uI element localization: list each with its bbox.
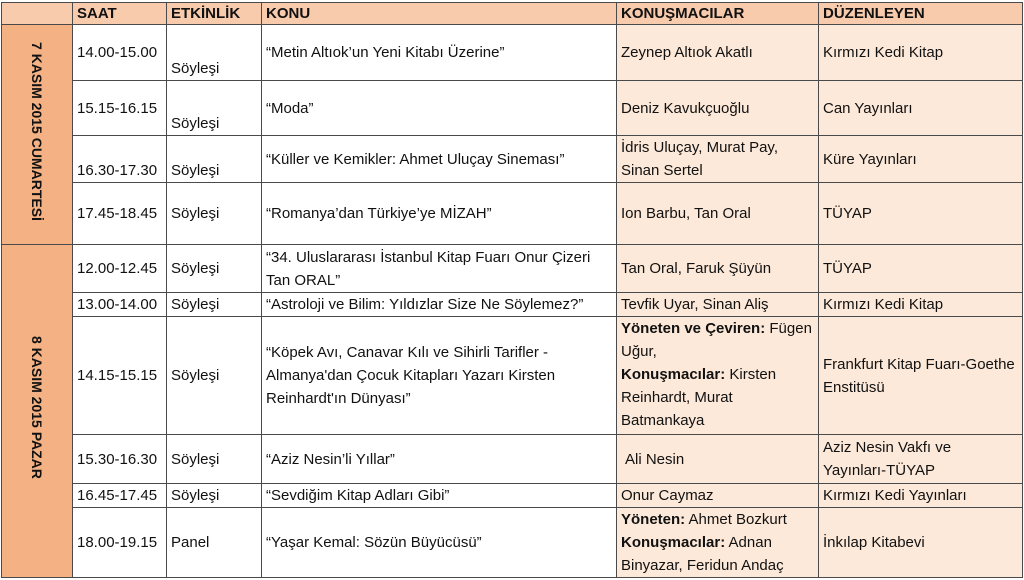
speakers-cell: Tan Oral, Faruk Şüyün (617, 245, 819, 293)
table-row (2, 25, 1023, 81)
time-cell: 17.45-18.45 (73, 183, 167, 245)
time-cell: 18.00-19.15 (73, 508, 167, 578)
schedule-table (1, 2, 1023, 578)
table-row (2, 245, 1023, 293)
time-cell: 15.15-16.15 (73, 81, 167, 136)
speakers-cell: Deniz Kavukçuoğlu (617, 81, 819, 136)
organizer-cell: Kırmızı Kedi Kitap (819, 293, 1023, 317)
table-row (2, 435, 1023, 484)
time-cell: 12.00-12.45 (73, 245, 167, 293)
speakers-cell: Ion Barbu, Tan Oral (617, 183, 819, 245)
organizer-cell: Aziz Nesin Vakfı ve Yayınları-TÜYAP (819, 435, 1023, 484)
event-cell: Söyleşi (167, 245, 262, 293)
topic-cell: “Sevdiğim Kitap Adları Gibi” (262, 484, 617, 508)
header-konu: KONU (262, 3, 617, 25)
organizer-cell: Kırmızı Kedi Yayınları (819, 484, 1023, 508)
event-cell: Söyleşi (167, 293, 262, 317)
topic-cell: “34. Uluslararası İstanbul Kitap Fuarı Onur Çizeri Tan ORAL” (262, 245, 617, 293)
organizer-cell: İnkılap Kitabevi (819, 508, 1023, 578)
organizer-cell: TÜYAP (819, 183, 1023, 245)
day-cell-1 (2, 25, 73, 245)
organizer-cell: Küre Yayınları (819, 136, 1023, 183)
header-duzenleyen: DÜZENLEYEN (819, 3, 1023, 25)
speakers-cell (617, 508, 819, 578)
speakers-cell: Ali Nesin (617, 435, 819, 484)
day-cell-2 (2, 245, 73, 578)
speakers-role-value: Kirsten Reinhardt, Murat Batmankaya (621, 366, 777, 429)
time-cell: 14.00-15.00 (73, 25, 167, 81)
speakers-role-value: Fügen Uğur, (621, 320, 812, 360)
topic-cell: “Köpek Avı, Canavar Kılı ve Sihirli Tarifler - Almanya'dan Çocuk Kitapları Yazarı Kirsten Reinhardt'ın Dünyası” (262, 317, 617, 435)
speakers-cell: Tevfik Uyar, Sinan Aliş (617, 293, 819, 317)
topic-cell: “Küller ve Kemikler: Ahmet Uluçay Sineması” (262, 136, 617, 183)
topic-cell: “Yaşar Kemal: Sözün Büyücüsü” (262, 508, 617, 578)
time-cell: 15.30-16.30 (73, 435, 167, 484)
table-row (2, 183, 1023, 245)
corner-cell (2, 3, 73, 25)
speakers-cell (617, 317, 819, 435)
event-cell: Panel (167, 508, 262, 578)
speakers-role-label: Yöneten ve Çeviren: (621, 320, 766, 337)
topic-cell: “Moda” (262, 81, 617, 136)
topic-cell: “Aziz Nesin’li Yıllar” (262, 435, 617, 484)
speakers-role-label: Konuşmacılar: (621, 534, 726, 551)
speakers-cell: Onur Caymaz (617, 484, 819, 508)
topic-cell: “Astroloji ve Bilim: Yıldızlar Size Ne Söylemez?” (262, 293, 617, 317)
topic-cell: “Metin Altıok’un Yeni Kitabı Üzerine” (262, 25, 617, 81)
speakers-cell: Zeynep Altıok Akatlı (617, 25, 819, 81)
event-cell: Söyleşi (167, 25, 262, 81)
event-cell: Söyleşi (167, 484, 262, 508)
speakers-cell: İdris Uluçay, Murat Pay, Sinan Sertel (617, 136, 819, 183)
header-row (2, 3, 1023, 25)
organizer-cell: Can Yayınları (819, 81, 1023, 136)
speakers-role-label: Yöneten: (621, 511, 686, 528)
time-cell: 16.30-17.30 (73, 136, 167, 183)
header-saat: SAAT (73, 3, 167, 25)
event-cell: Söyleşi (167, 183, 262, 245)
table-row (2, 484, 1023, 508)
day-label-1: 7 KASIM 2015 CUMARTESİ (29, 41, 45, 221)
event-cell: Söyleşi (167, 136, 262, 183)
table-row (2, 293, 1023, 317)
speakers-role-value: Ahmet Bozkurt (688, 511, 787, 528)
event-cell: Söyleşi (167, 435, 262, 484)
table-row (2, 508, 1023, 578)
time-cell: 13.00-14.00 (73, 293, 167, 317)
table-row (2, 81, 1023, 136)
topic-cell: “Romanya’dan Türkiye’ye MİZAH” (262, 183, 617, 245)
event-cell: Söyleşi (167, 81, 262, 136)
time-cell: 14.15-15.15 (73, 317, 167, 435)
speakers-role-label: Konuşmacılar: (621, 366, 726, 383)
time-cell: 16.45-17.45 (73, 484, 167, 508)
event-cell: Söyleşi (167, 317, 262, 435)
table-row (2, 317, 1023, 435)
organizer-cell: Kırmızı Kedi Kitap (819, 25, 1023, 81)
header-etkinlik: ETKİNLİK (167, 3, 262, 25)
speakers-role-value: Adnan Binyazar, Feridun Andaç (621, 534, 784, 574)
header-konusmacilar: KONUŞMACILAR (617, 3, 819, 25)
day-label-2: 8 KASIM 2015 PAZAR (29, 336, 45, 479)
table-row (2, 136, 1023, 183)
organizer-cell: TÜYAP (819, 245, 1023, 293)
organizer-cell: Frankfurt Kitap Fuarı-Goethe Enstitüsü (819, 317, 1023, 435)
